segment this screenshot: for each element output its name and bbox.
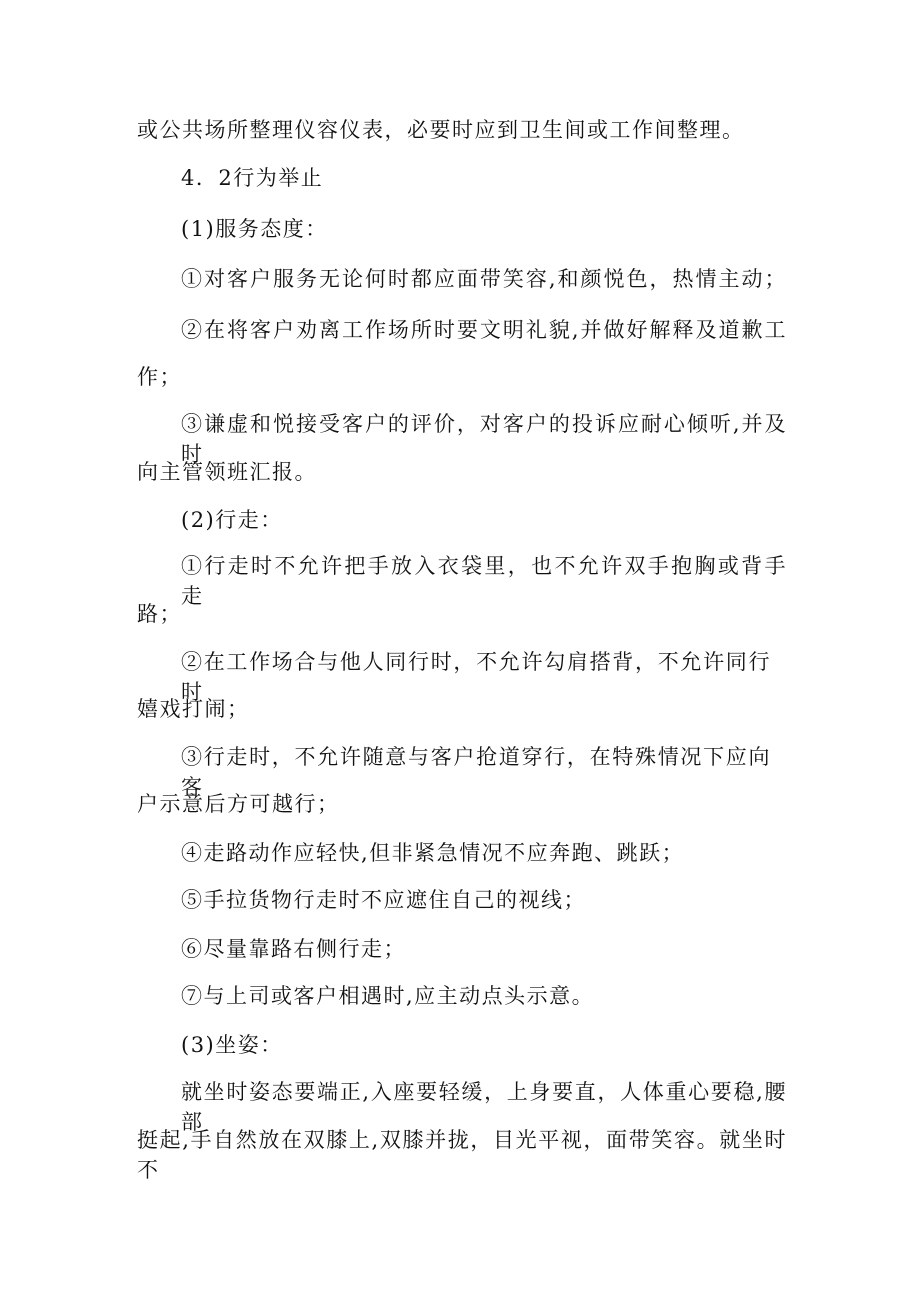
subsection-heading: (3)坐姿：	[181, 1033, 283, 1057]
text-line: ⑤手拉货物行走时不应遮住自己的视线；	[181, 888, 586, 912]
text-line: 嬉戏打闹；	[137, 697, 250, 721]
text-line: 路；	[137, 602, 182, 626]
text-line: ①对客户服务无论何时都应面带笑容,和颜悦色，热情主动；	[181, 267, 787, 291]
text-line: ①行走时不允许把手放入衣袋里，也不允许双手抱胸或背手走	[181, 554, 787, 608]
subsection-heading: (1)服务态度：	[181, 217, 328, 241]
text-line: ④走路动作应轻快,但非紧急情况不应奔跑、跳跃；	[181, 841, 685, 865]
text-line: ⑥尽量靠路右侧行走；	[181, 937, 406, 961]
text-line: 或公共场所整理仪容仪表，必要时应到卫生间或工作间整理。	[137, 118, 745, 142]
subsection-heading: (2)行走：	[181, 508, 283, 532]
text-line: ②在工作场合与他人同行时，不允许勾肩搭背，不允许同行时	[181, 650, 771, 704]
text-line: 向主管领班汇报。	[137, 460, 317, 484]
text-line: ⑦与上司或客户相遇时,应主动点头示意。	[181, 984, 595, 1008]
text-line: ②在将客户劝离工作场所时要文明礼貌,并做好解释及道歉工	[181, 318, 787, 342]
text-line: 作；	[137, 365, 182, 389]
text-line: ③谦虚和悦接受客户的评价，对客户的投诉应耐心倾听,并及时	[181, 412, 787, 466]
text-line: 挺起,手自然放在双膝上,双膝并拢，目光平视，面带笑容。就坐时不	[137, 1128, 787, 1182]
section-heading: 4．2行为举止	[181, 166, 324, 190]
text-line: 户示意后方可越行；	[137, 792, 340, 816]
text-line: 就坐时姿态要端正,入座要轻缓，上身要直，人体重心要稳,腰部	[181, 1080, 787, 1134]
text-line: ③行走时，不允许随意与客户抢道穿行，在特殊情况下应向客	[181, 745, 771, 799]
